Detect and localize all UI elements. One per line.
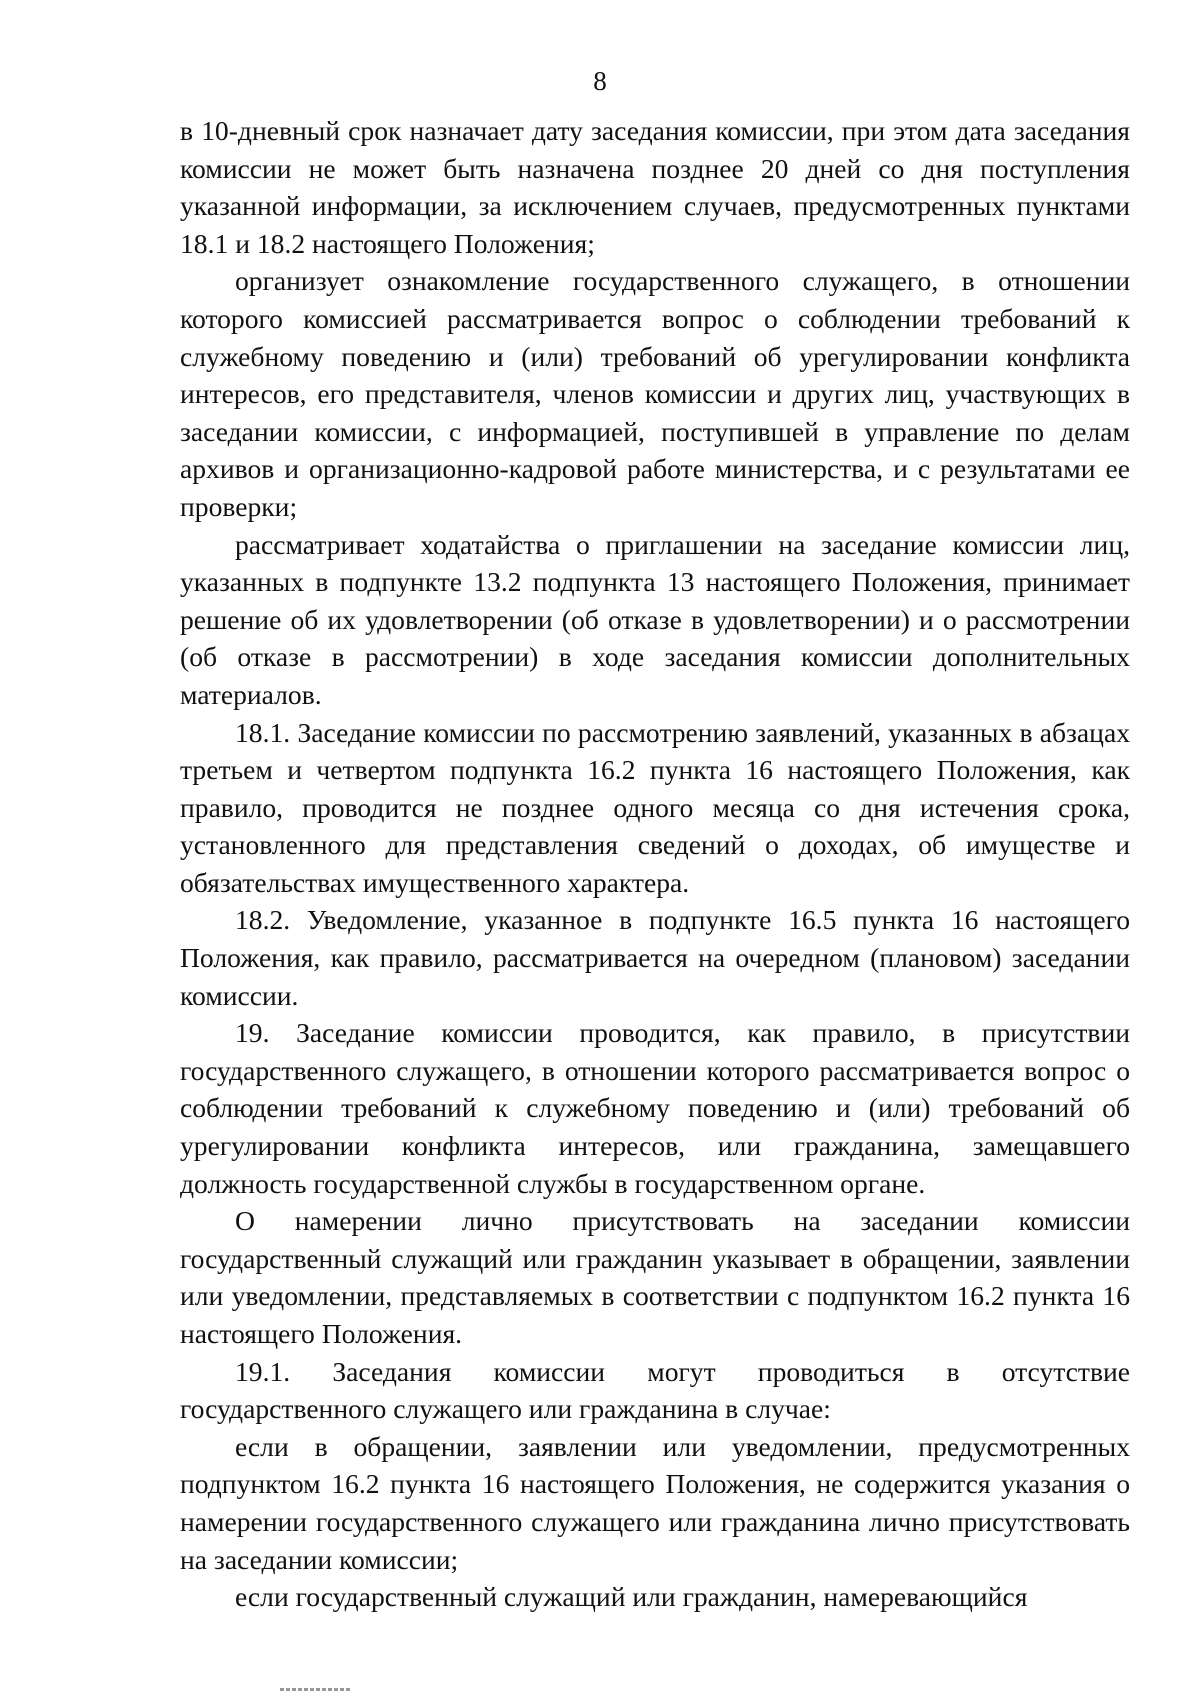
paragraph-petitions: рассматривает ходатайства о приглашении на заседание комиссии лиц, указанных в подпункте 13.2 подпункта 13 настоящего Положения, принимает решение об их удовлетворении (об отказе в удовлетворении) и о рассмотрении (об отказе в рассмотрении) в ходе заседания комиссии дополнительных материалов. <box>180 528 1130 710</box>
paragraph-19-1: 19.1. Заседания комиссии могут проводиться в отсутствие государственного служащего или гражданина в случае: <box>180 1355 1130 1425</box>
scan-artifact-mark <box>280 1688 350 1691</box>
paragraph-familiarization: организует ознакомление государственного служащего, в отношении которого комиссией рассматривается вопрос о соблюдении требований к служебному поведению и (или) требований об урегулировании конфликта интересов, его представителя, членов комиссии и других лиц, участвующих в заседании комиссии, с информацией, поступившей в управление по делам архивов и организационно-кадровой работе министерства, и с результатами ее проверки; <box>180 265 1130 522</box>
paragraph-18-2: 18.2. Уведомление, указанное в подпункте 16.5 пункта 16 настоящего Положения, как правило, рассматривается на очередном (плановом) заседании комиссии. <box>180 904 1130 1011</box>
paragraph-no-indication: если в обращении, заявлении или уведомлении, предусмотренных подпунктом 16.2 пункта 16 настоящего Положения, не содержится указания о намерении государственного служащего или гражданина лично присутствовать на заседании комиссии; <box>180 1430 1130 1575</box>
document-body <box>180 112 1130 1616</box>
paragraph-18-1: 18.1. Заседание комиссии по рассмотрению заявлений, указанных в абзацах третьем и четвертом подпункта 16.2 пункта 16 настоящего Положения, как правило, проводится не позднее одного месяца со дня истечения срока, установленного для представления сведений о доходах, об имуществе и обязательствах имущественного характера. <box>180 716 1130 898</box>
paragraph-intention: О намерении лично присутствовать на заседании комиссии государственный служащий или гражданин указывает в обращении, заявлении или уведомлении, представляемых в соответствии с подпунктом 16.2 пункта 16 настоящего Положения. <box>180 1205 1130 1349</box>
page-number: 8 <box>593 66 607 96</box>
paragraph-intending: если государственный служащий или гражданин, намеревающийся <box>235 1581 1028 1613</box>
paragraph-19: 19. Заседание комиссии проводится, как правило, в присутствии государственного служащего, в отношении которого рассматривается вопрос о соблюдении требований к служебному поведению и (или) требований об урегулировании конфликта интересов, или гражданина, замещавшего должность государственной службы в государственном органе. <box>180 1017 1130 1199</box>
paragraph-deadline: в 10-дневный срок назначает дату заседания комиссии, при этом дата заседания комиссии не может быть назначена позднее 20 дней со дня поступления указанной информации, за исключением случаев, предусмотренных пунктами 18.1 и 18.2 настоящего Положения; <box>180 115 1130 259</box>
